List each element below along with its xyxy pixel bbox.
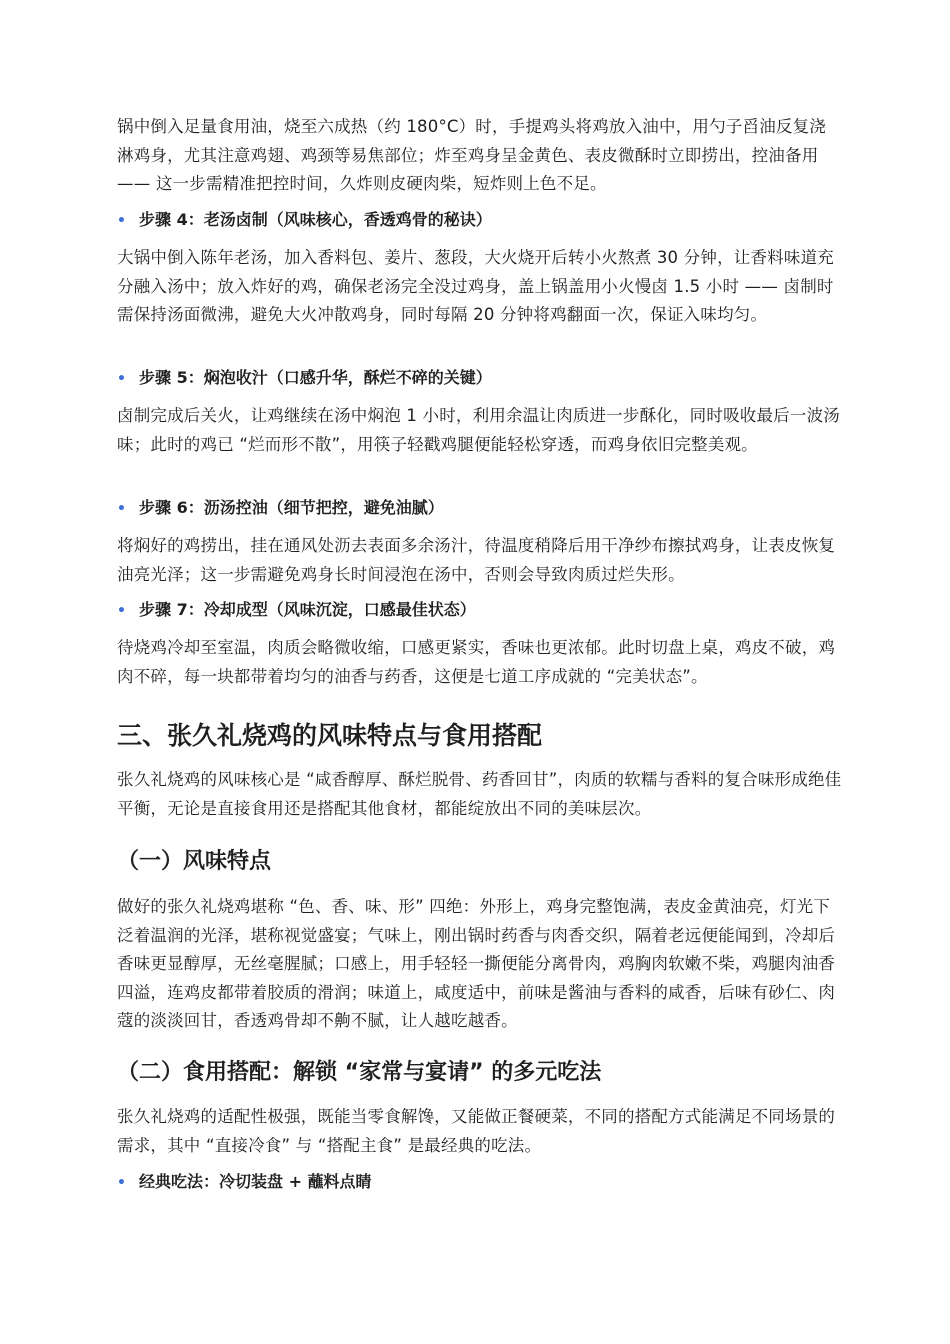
- bullet-label: 步骤 6：沥汤控油（细节把控，避免油腻）: [139, 498, 444, 517]
- paragraph-step-4: [117, 244, 842, 330]
- bullet-dot-icon: •: [117, 371, 126, 387]
- paragraph-pairing: [117, 1103, 842, 1160]
- paragraph-text: 锅中倒入足量食用油，烧至六成热（约 180°C）时，手提鸡头将鸡放入油中，用勺子舀油反复浇淋鸡身，尤其注意鸡翅、鸡颈等易焦部位；炸至鸡身呈金黄色、表皮微酥时立即捞出，控油备用 —— 这一步需精准把控时间，久炸则皮硬肉柴，短炸则上色不足。: [117, 117, 827, 193]
- subheading-pairing: （二）食用搭配：解锁 “家常与宴请” 的多元吃法: [117, 1060, 602, 1085]
- paragraph-flavor: [117, 893, 842, 1036]
- bullet-label: 步骤 4：老汤卤制（风味核心，香透鸡骨的秘诀）: [139, 210, 492, 229]
- paragraph-step-5: [117, 402, 842, 459]
- bullet-dot-icon: •: [117, 213, 126, 229]
- subheading-flavor: （一）风味特点: [117, 849, 272, 874]
- paragraph-frying: [117, 113, 842, 199]
- paragraph-text: 张久礼烧鸡的适配性极强，既能当零食解馋，又能做正餐硬菜，不同的搭配方式能满足不同场景的需求，其中 “直接冷食” 与 “搭配主食” 是最经典的吃法。: [117, 1107, 836, 1155]
- paragraph-step-6: [117, 532, 842, 589]
- paragraph-text: 大锅中倒入陈年老汤，加入香料包、姜片、葱段，大火烧开后转小火熬煮 30 分钟，让香料味道充分融入汤中；放入炸好的鸡，确保老汤完全没过鸡身，盖上锅盖用小火慢卤 1.5 小时 —— 卤制时需保持汤面微沸，避免大火冲散鸡身，同时每隔 20 分钟将鸡翻面一次，保证入味均匀。: [117, 248, 834, 324]
- bullet-label: 步骤 7：冷却成型（风味沉淀，口感最佳状态）: [139, 600, 476, 619]
- bullet-step-4: [117, 208, 842, 233]
- bullet-label: 经典吃法：冷切装盘 + 蘸料点睛: [139, 1172, 372, 1191]
- bullet-dot-icon: •: [117, 1175, 126, 1191]
- bullet-dot-icon: •: [117, 603, 126, 619]
- bullet-step-6: [117, 496, 842, 521]
- bullet-classic-method: [117, 1170, 842, 1195]
- bullet-dot-icon: •: [117, 501, 126, 517]
- bullet-label: 步骤 5：焖泡收汁（口感升华，酥烂不碎的关键）: [139, 368, 492, 387]
- bullet-step-7: [117, 598, 842, 623]
- paragraph-section-3: [117, 766, 842, 823]
- paragraph-text: 待烧鸡冷却至室温，肉质会略微收缩，口感更紧实，香味也更浓郁。此时切盘上桌，鸡皮不破，鸡肉不碎，每一块都带着均匀的油香与药香，这便是七道工序成就的 “完美状态”。: [117, 638, 836, 686]
- paragraph-text: 张久礼烧鸡的风味核心是 “咸香醇厚、酥烂脱骨、药香回甘”，肉质的软糯与香料的复合味形成绝佳平衡，无论是直接食用还是搭配其他食材，都能绽放出不同的美味层次。: [117, 770, 842, 818]
- paragraph-text: 卤制完成后关火，让鸡继续在汤中焖泡 1 小时，利用余温让肉质进一步酥化，同时吸收最后一波汤味；此时的鸡已 “烂而形不散”，用筷子轻戳鸡腿便能轻松穿透，而鸡身依旧完整美观。: [117, 406, 840, 454]
- section-heading-3: 三、张久礼烧鸡的风味特点与食用搭配: [117, 721, 543, 750]
- paragraph-text: 做好的张久礼烧鸡堪称 “色、香、味、形” 四绝：外形上，鸡身完整饱满，表皮金黄油亮，灯光下泛着温润的光泽，堪称视觉盛宴；气味上，刚出锅时药香与肉香交织，隔着老远便能闻到，冷却后香味更显醇厚，无丝毫腥腻；口感上，用手轻轻一撕便能分离骨肉，鸡胸肉软嫩不柴，鸡腿肉油香四溢，连鸡皮都带着胶质的滑润；味道上，咸度适中，前味是酱油与香料的咸香，后味有砂仁、肉蔻的淡淡回甘，香透鸡骨却不齁不腻，让人越吃越香。: [117, 897, 836, 1030]
- paragraph-text: 将焖好的鸡捞出，挂在通风处沥去表面多余汤汁，待温度稍降后用干净纱布擦拭鸡身，让表皮恢复油亮光泽；这一步需避免鸡身长时间浸泡在汤中，否则会导致肉质过烂失形。: [117, 536, 836, 584]
- paragraph-step-7: [117, 634, 842, 691]
- bullet-step-5: [117, 366, 842, 391]
